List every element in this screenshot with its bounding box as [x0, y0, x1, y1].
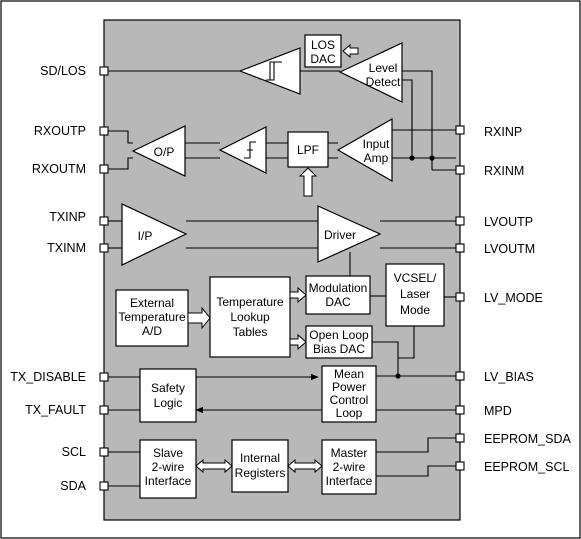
safety-logic [140, 369, 196, 422]
mean-power-label-4: Loop [335, 406, 363, 420]
los-dac-label-1: LOS [310, 38, 336, 52]
label-eeprom-scl: EEPROM_SCL [484, 460, 570, 474]
lpf-label: LPF [296, 143, 320, 157]
level-detect-label-2: Detect [365, 75, 401, 89]
driver-label: Driver [324, 228, 356, 242]
slave-label-3: Interface [144, 474, 192, 488]
pin-lv-bias[interactable] [456, 372, 464, 380]
external-temperature-ad [116, 290, 188, 346]
label-eeprom-sda: EEPROM_SDA [484, 432, 571, 446]
label-lv-mode: LV_MODE [484, 291, 543, 305]
pin-lvoutp[interactable] [456, 217, 464, 225]
bias-dac-label-1: Open Loop [309, 328, 369, 342]
label-txinm: TXINM [47, 241, 86, 255]
label-sd-los: SD/LOS [40, 64, 86, 78]
label-rxinp: RXINP [484, 125, 523, 139]
slave-label-1: Slave [152, 446, 184, 460]
pin-eeprom-sda[interactable] [456, 434, 464, 442]
temp-lookup-label-2: Lookup [230, 310, 270, 324]
ip-label: I/P [137, 229, 153, 243]
slave-label-2: 2-wire [151, 460, 185, 474]
temp-lookup-label-1: Temperature [216, 295, 284, 309]
pin-mpd[interactable] [456, 406, 464, 414]
registers-label-2: Registers [234, 466, 286, 480]
label-mpd: MPD [484, 404, 512, 418]
pin-rxinm[interactable] [456, 166, 464, 174]
level-detect-label-1: Level [368, 61, 398, 75]
open-loop-bias-dac [306, 326, 372, 358]
vcsel-laser-mode [386, 264, 444, 326]
slave-2wire-interface [140, 440, 196, 498]
master-2wire-interface [322, 440, 376, 494]
label-lvoutp: LVOUTP [484, 215, 534, 229]
safety-label-1: Safety [150, 381, 186, 395]
master-label-2: 2-wire [332, 460, 366, 474]
mean-power-control-loop [322, 366, 376, 422]
label-tx-fault: TX_FAULT [25, 403, 86, 417]
pin-rxinp[interactable] [456, 126, 464, 134]
master-label-3: Interface [325, 474, 373, 488]
input-amp-label-2: Amp [363, 151, 389, 165]
op-label: O/P [153, 145, 175, 159]
ext-temp-label-3: A/D [141, 324, 163, 338]
label-txinp: TXINP [49, 210, 86, 224]
label-rxinm: RXINM [484, 164, 525, 178]
input-amp-label-1: Input [362, 137, 390, 151]
label-lvoutm: LVOUTM [484, 242, 536, 256]
los-dac-label-2: DAC [310, 52, 336, 66]
registers-label-1: Internal [239, 451, 281, 465]
pin-txinp[interactable] [100, 217, 108, 225]
los-dac [305, 35, 341, 67]
pin-rxoutm[interactable] [100, 165, 108, 173]
lpf [288, 132, 328, 167]
pin-tx-disable[interactable] [100, 373, 108, 381]
mod-dac-label-1: Modulation [308, 281, 368, 295]
safety-label-2: Logic [153, 396, 183, 410]
ext-temp-label-2: Temperature [118, 310, 186, 324]
mean-power-label-2: Power [331, 380, 367, 394]
pin-txinm[interactable] [100, 244, 108, 252]
pin-sd-los[interactable] [100, 67, 108, 75]
temperature-lookup-tables [210, 277, 290, 357]
vcsel-label-1: VCSEL/ [393, 271, 437, 285]
pin-lvoutm[interactable] [456, 244, 464, 252]
mean-power-label-1: Mean [333, 367, 365, 381]
label-rxoutp: RXOUTP [33, 124, 86, 138]
pin-eeprom-scl[interactable] [456, 462, 464, 470]
mod-dac-label-2: DAC [325, 295, 351, 309]
label-rxoutm: RXOUTM [31, 162, 86, 176]
vcsel-label-3: Mode [399, 303, 431, 317]
mean-power-label-3: Control [329, 393, 369, 407]
ext-temp-label-1: External [129, 296, 175, 310]
label-lv-bias: LV_BIAS [484, 370, 534, 384]
label-sda: SDA [60, 479, 86, 493]
pin-scl[interactable] [100, 448, 108, 456]
temp-lookup-label-3: Tables [232, 325, 268, 339]
modulation-dac [306, 276, 370, 314]
label-scl: SCL [61, 445, 86, 459]
internal-registers [232, 440, 288, 492]
bias-dac-label-2: Bias DAC [312, 342, 366, 356]
pin-sda[interactable] [100, 482, 108, 490]
pin-lv-mode[interactable] [456, 293, 464, 301]
master-label-1: Master [330, 446, 368, 460]
vcsel-label-2: Laser [399, 287, 431, 301]
pin-tx-fault[interactable] [100, 406, 108, 414]
pin-rxoutp[interactable] [100, 127, 108, 135]
label-tx-disable: TX_DISABLE [10, 370, 86, 384]
